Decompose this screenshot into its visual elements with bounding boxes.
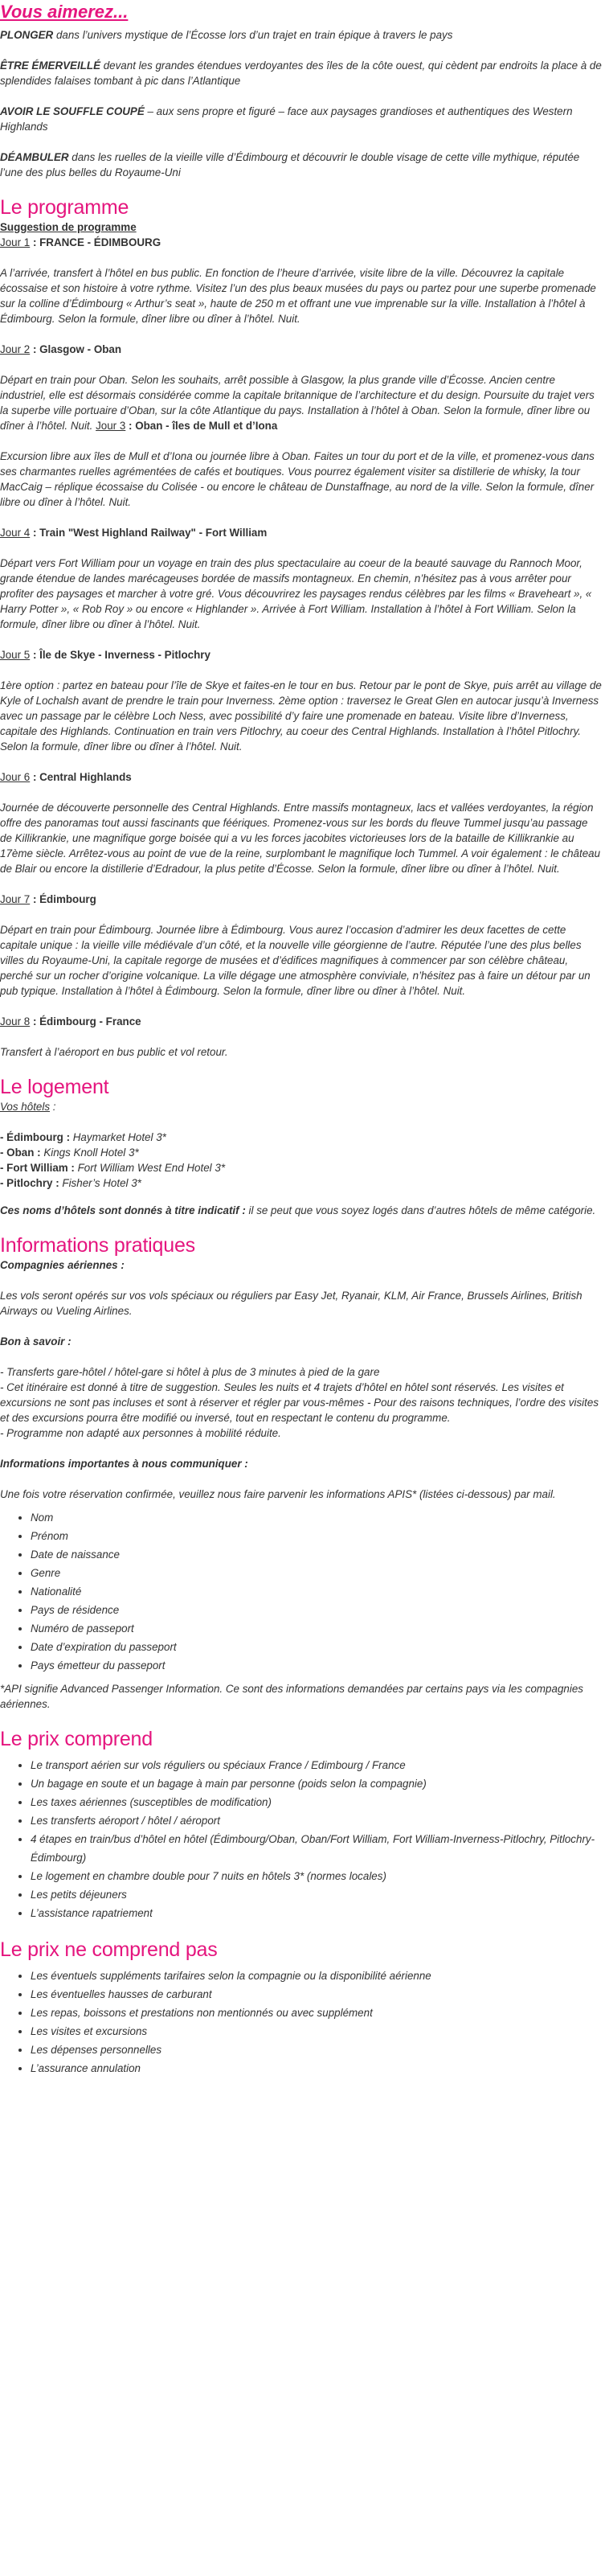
list-item: • Les repas, boissons et prestations non mentionnés ou avec supplément xyxy=(31,2004,603,2022)
comprend-heading: Le prix comprend xyxy=(0,1728,153,1750)
day-text: Transfert à l’aéroport en bus public et vol retour. xyxy=(0,1046,228,1058)
day-label: Jour 8 xyxy=(0,1015,31,1028)
day-label: Jour 7 xyxy=(0,893,31,905)
day-name: : Oban - îles de Mull et d’Iona xyxy=(125,420,278,432)
list-item: • Numéro de passeport xyxy=(31,1619,603,1638)
day-name: : Édimbourg - France xyxy=(30,1015,141,1028)
intro-item-text: devant les grandes étendues verdoyantes des îles de la côte ouest, qui cèdent par endroits la place à de splendides falaises tombant à pic dans l’Atlantique xyxy=(0,59,602,87)
companies-title: Compagnies aériennes : xyxy=(0,1259,125,1271)
intro-item-text: dans l’univers mystique de l’Écosse lors d’un trajet en train épique à travers le pays xyxy=(53,29,453,41)
bon-line: - Programme non adapté aux personnes à mobilité réduite. xyxy=(0,1427,281,1439)
day-name: : Édimbourg xyxy=(30,893,96,905)
hotels-colon: : xyxy=(50,1101,56,1113)
day-label: Jour 5 xyxy=(0,649,31,661)
ne-comprend-list xyxy=(0,1967,603,2078)
hotel-note xyxy=(0,1203,603,1218)
intro-title: Vous aimerez... xyxy=(0,2,129,22)
day-title xyxy=(0,892,603,907)
hotel-line xyxy=(0,1160,603,1175)
list-item: • Un bagage en soute et un bagage à main par personne (poids selon la compagnie) xyxy=(31,1774,603,1793)
day-text xyxy=(0,372,603,433)
hotel-name: Kings Knoll Hotel 3* xyxy=(43,1146,139,1159)
bon-line: - Cet itinéraire est donné à titre de suggestion. Seules les nuits et 4 trajets d’hôtel en hôtel sont réservés. Les visites et excursions ne sont pas incluses et sont à réserver et régler par vous-mêmes - Pour des raisons techniques, l’ordre des visites et des excursions pourra être modifié ou inversé, tout en respectant le contenu du programme. xyxy=(0,1381,599,1424)
importantes-text: Une fois votre réservation confirmée, veuillez nous faire parvenir les informations APIS* (listées ci-dessous) par mail. xyxy=(0,1488,556,1500)
intro-item xyxy=(0,58,603,88)
list-item: • Genre xyxy=(31,1564,603,1582)
day-name: : Train "West Highland Railway" - Fort William xyxy=(30,527,268,539)
comprend-list xyxy=(0,1756,603,1922)
pratiques-heading: Informations pratiques xyxy=(0,1234,195,1257)
companies-text: Les vols seront opérés sur vos vols spéciaux ou réguliers par Easy Jet, Ryanair, KLM, Air France, Brussels Airlines, British Airways ou Vueling Airlines. xyxy=(0,1290,582,1317)
day-title xyxy=(0,769,603,785)
day-title xyxy=(0,235,603,250)
day-name: : Île de Skye - Inverness - Pitlochry xyxy=(30,649,210,661)
hotel-city: - Édimbourg xyxy=(0,1131,63,1143)
list-item: • Date de naissance xyxy=(31,1545,603,1564)
hotel-city: - Fort William xyxy=(0,1162,68,1174)
suggestion-title: Suggestion de programme xyxy=(0,221,137,233)
intro-item-text: dans les ruelles de la vieille ville d’Édimbourg et découvrir le double visage de cette ville mythique, réputée l’une des plus belles du Royaume-Uni xyxy=(0,151,580,178)
day-text: Départ vers Fort William pour un voyage en train des plus spectaculaire au coeur de la beauté sauvage du Rannoch Moor, grande étendue de landes marécageuses bordée de massifs montagneux. En chemin, n’hésitez pas à vous arrêter pour profiter des paysages et marcher à votre gré. Vous découvrirez les paysages rendus célèbres par les films « Braveheart », « Harry Potter », « Rob Roy » ou encore « Highlander ». Arrivée à Fort William. Installation à l’hôtel à Fort William. Selon la formule, dîner libre ou dîner à l’hôtel. Nuit. xyxy=(0,557,592,630)
list-item: • Les petits déjeuners xyxy=(31,1885,603,1904)
hotel-name: Fort William West End Hotel 3* xyxy=(77,1162,226,1174)
day-title xyxy=(0,1014,603,1029)
api-note: *API signifie Advanced Passenger Information. Ce sont des informations demandées par certains pays via les compagnies aériennes. xyxy=(0,1683,583,1710)
hotel-line xyxy=(0,1130,603,1145)
intro-item-bold: AVOIR LE SOUFFLE COUPÉ xyxy=(0,105,145,117)
day-text: Journée de découverte personnelle des Central Highlands. Entre massifs montagneux, lacs et vallées verdoyantes, la région offre des panoramas tout aussi fascinants que féériques. Promenez-vous sur les bords du fleuve Tummel jusqu’au passage de Killikrankie, une magnifique gorge boisée qui a vu les forces jacobites victorieuses lors de la bataille de Killikrankie au 17ème siècle. Arrêtez-vous au point de vue de la reine, surplombant le magnifique loch Tummel. A voir également : le château de Blair ou encore la distillerie d’Edradour, la plus petite d’Écosse. Selon la formule, dîner libre ou dîner à l’hôtel. Nuit. xyxy=(0,802,601,875)
list-item: • Les éventuelles hausses de carburant xyxy=(31,1985,603,2004)
list-item: • 4 étapes en train/bus d’hôtel en hôtel (Édimbourg/Oban, Oban/Fort William, Fort William-Inverness-Pitlochry, Pitlochry-Édimbourg) xyxy=(31,1830,603,1867)
bon-title: Bon à savoir : xyxy=(0,1335,72,1347)
hotel-name: Haymarket Hotel 3* xyxy=(72,1131,166,1143)
hotels-label: Vos hôtels xyxy=(0,1101,51,1113)
hotel-sep: : xyxy=(34,1146,44,1159)
list-item: • Les transferts aéroport / hôtel / aéroport xyxy=(31,1811,603,1830)
list-item: • Le transport aérien sur vols réguliers ou spéciaux France / Edimbourg / France xyxy=(31,1756,603,1774)
hotel-note-bold: Ces noms d’hôtels sont donnés à titre indicatif : xyxy=(0,1204,246,1216)
day-text-part: Départ en train pour Oban. Selon les souhaits, arrêt possible à Glasgow, la plus grande ville d’Écosse. Ancien centre industriel, elle est désormais considérée comme la capitale britannique de l’architecture et du design. Poursuite du trajet vers la superbe ville portuaire d’Oban, sur la côte Atlantique du pays. Installation à l’hôtel à Oban. Selon la formule, dîner libre ou dîner à l’hôtel. Nuit. xyxy=(0,374,595,432)
day-title xyxy=(0,525,603,540)
intro-item xyxy=(0,27,603,43)
hotel-line xyxy=(0,1145,603,1160)
day-label: Jour 4 xyxy=(0,527,31,539)
importantes-title: Informations importantes à nous communiquer : xyxy=(0,1458,248,1470)
list-item: • Pays de résidence xyxy=(31,1601,603,1619)
list-item: • L’assurance annulation xyxy=(31,2059,603,2078)
hotels-title xyxy=(0,1099,603,1114)
day-name: : FRANCE - ÉDIMBOURG xyxy=(30,236,161,248)
list-item: • Les taxes aériennes (susceptibles de modification) xyxy=(31,1793,603,1811)
hotel-line xyxy=(0,1175,603,1191)
intro-item-bold: ÊTRE ÉMERVEILLÉ xyxy=(0,59,100,72)
programme-heading: Le programme xyxy=(0,196,129,219)
intro-item xyxy=(0,104,603,134)
hotel-city: - Oban xyxy=(0,1146,35,1159)
day-label: Jour 3 xyxy=(96,420,126,432)
bon-line: - Transferts gare-hôtel / hôtel-gare si hôtel à plus de 3 minutes à pied de la gare xyxy=(0,1366,380,1378)
logement-heading: Le logement xyxy=(0,1076,109,1098)
list-item: • Les visites et excursions xyxy=(31,2022,603,2041)
day-text: 1ère option : partez en bateau pour l’île de Skye et faites-en le tour en bus. Retour par le pont de Skye, puis arrêt au village de Kyle of Lochalsh avant de prendre le train pour Inverness. 2ème option : traversez le Great Glen en autocar jusqu’à Inverness avec un passage par le célèbre Loch Ness, avec possibilité d’y faire une promenade en bateau. Visite libre d’Inverness, capitale des Highlands. Continuation en train vers Pitlochry, au coeur des Central Highlands. Installation à l’hôtel Pitlochry. Selon la formule, dîner libre ou dîner à l’hôtel. Nuit. xyxy=(0,679,602,753)
day-text: Départ en train pour Édimbourg. Journée libre à Édimbourg. Vous aurez l’occasion d’admirer les deux facettes de cette capitale unique : la vieille ville médiévale d’un côté, et la nouvelle ville géorgienne de l’autre. Réputée l’une des plus belles villes du Royaume-Uni, la capitale regorge de musées et d’édifices magnifiques à commencer par son célèbre château, perché sur un rocher d’origine volcanique. La ville dégage une atmosphère conviviale, n’hésitez pas à faire un détour par un pub typique. Installation à l’hôtel à Édimbourg. Selon la formule, dîner libre ou dîner à l’hôtel. Nuit. xyxy=(0,924,591,997)
hotel-sep: : xyxy=(52,1177,63,1189)
intro-item-bold: PLONGER xyxy=(0,29,54,41)
day-title xyxy=(0,342,603,357)
ne-comprend-heading: Le prix ne comprend pas xyxy=(0,1938,218,1961)
intro-item-bold: DÉAMBULER xyxy=(0,151,69,163)
intro-item xyxy=(0,150,603,180)
hotel-sep: : xyxy=(67,1162,78,1174)
list-item: • Les éventuels suppléments tarifaires selon la compagnie ou la disponibilité aérienne xyxy=(31,1967,603,1985)
hotel-sep: : xyxy=(63,1131,73,1143)
list-item: • Date d’expiration du passeport xyxy=(31,1638,603,1656)
list-item: • Les dépenses personnelles xyxy=(31,2041,603,2059)
day-label: Jour 1 xyxy=(0,236,31,248)
list-item: • Le logement en chambre double pour 7 nuits en hôtels 3* (normes locales) xyxy=(31,1867,603,1885)
list-item: • L’assistance rapatriement xyxy=(31,1904,603,1922)
list-item: • Prénom xyxy=(31,1527,603,1545)
day-text: A l’arrivée, transfert à l’hôtel en bus public. En fonction de l’heure d’arrivée, visite libre de la ville. Découvrez la capitale écossaise et son histoire à votre rythme. Visitez l’un des plus beaux musées du pays ou partez pour une superbe promenade sur la colline d’Édimbourg « Arthur’s seat », haute de 250 m et offrant une vue imprenable sur la ville. Installation à l’hôtel à Édimbourg. Selon la formule, dîner libre ou dîner à l’hôtel. Nuit. xyxy=(0,267,596,325)
hotel-city: - Pitlochry xyxy=(0,1177,53,1189)
day-name: : Glasgow - Oban xyxy=(30,343,122,355)
list-item: • Nationalité xyxy=(31,1582,603,1601)
day-name: : Central Highlands xyxy=(30,771,132,783)
list-item: • Nom xyxy=(31,1508,603,1527)
day-label: Jour 2 xyxy=(0,343,31,355)
day-title xyxy=(0,647,603,662)
intro-item-text: – aux sens propre et figuré – face aux paysages grandioses et authentiques des Western Highlands xyxy=(0,105,573,133)
day-text: Excursion libre aux îles de Mull et d’Iona ou journée libre à Oban. Faites un tour du port et de la ville, et promenez-vous dans ses charmantes ruelles agrémentées de cafés et boutiques. Vous pourrez également visiter sa distillerie de whisky, la tour MacCaig – réplique écossaise du Colisée - ou encore le château de Dunstaffnage, au nord de la ville. Selon la formule, dîner libre ou dîner à l’hôtel. Nuit. xyxy=(0,450,595,508)
hotel-note-text: il se peut que vous soyez logés dans d’autres hôtels de même catégorie. xyxy=(245,1204,596,1216)
day-label: Jour 6 xyxy=(0,771,31,783)
apis-list xyxy=(0,1508,603,1675)
list-item: • Pays émetteur du passeport xyxy=(31,1656,603,1675)
hotel-name: Fisher’s Hotel 3* xyxy=(62,1177,141,1189)
